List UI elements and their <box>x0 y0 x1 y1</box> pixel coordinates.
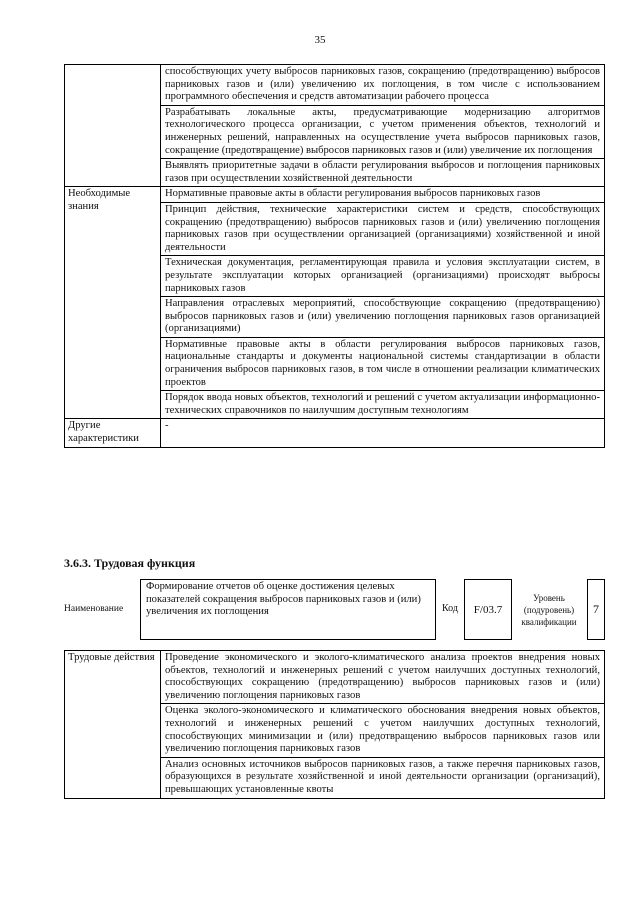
required-knowledge-label: Необходимые знания <box>65 187 161 419</box>
labor-actions-label: Трудовые действия <box>65 651 161 799</box>
row-text: Проведение экономического и эколого-климатического анализа проектов внедрения новых объектов, технологий и инженерных решений с учетом наилучших доступных технологий, способствующих сокращению (предотвращению) выбросов парниковых газов и (или) увеличению поглощения парниковых газов <box>161 651 605 704</box>
skills-knowledge-table <box>64 64 605 448</box>
row-text: Разрабатывать локальные акты, предусматривающие модернизацию алгоритмов технологического процесса организации, с учетом применения объектов, технологий и инженерных решений, направленных на осуществление учета выбросов парниковых газов, сокращение (предотвращение) выбросов парниковых газов и (или) увеличение их поглощения <box>161 105 605 158</box>
table-row <box>65 651 605 704</box>
code-value-box: F/03.7 <box>464 579 512 640</box>
page-number: 35 <box>314 34 326 46</box>
row-text: Нормативные правовые акты в области регулирования выбросов парниковых газов, национальные стандарты и документы национальной системы стандартизации в области ограничения выбросов парниковых газов, в том числе в отношении реализации климатических проектов <box>161 337 605 390</box>
table-row <box>65 187 605 203</box>
name-label: Наименование <box>64 604 124 614</box>
table-row <box>65 65 605 106</box>
row-text: Техническая документация, регламентирующая правила и условия эксплуатации систем, в результате эксплуатации которых организацией (организациями) происходят выбросы парниковых газов <box>161 256 605 297</box>
row-text: способствующих учету выбросов парниковых газов, сокращению (предотвращению) выбросов парниковых газов и (или) увеличению их поглощения, в том числе с использованием программного обеспечения и средств автоматизации рабочего процесса <box>161 65 605 106</box>
row-text: Нормативные правовые акты в области регулирования выбросов парниковых газов <box>161 187 605 203</box>
code-label: Код <box>442 603 458 614</box>
row-text: Принцип действия, технические характеристики систем и средств, способствующих сокращению (предотвращению) выбросов парниковых газов и (или) увеличению поглощения парниковых газов при осуществлении организацией (организациями) хозяйственной и иной деятельности <box>161 202 605 255</box>
row-text: Порядок ввода новых объектов, технологий и решений с учетом актуализации информационно-технических справочников по наилучшим доступным технологиям <box>161 391 605 419</box>
row-text: - <box>161 419 605 447</box>
row-label <box>65 65 161 187</box>
labor-actions-table <box>64 650 605 799</box>
row-text: Направления отраслевых мероприятий, способствующие сокращению (предотвращению) выбросов парниковых газов и (или) увеличению поглощения парниковых газов организацией (организациями) <box>161 297 605 338</box>
section-title: 3.6.3. Трудовая функция <box>64 556 196 570</box>
row-text: Анализ основных источников выбросов парниковых газов, а также перечня парниковых газов, образующихся в результате хозяйственной и иной деятельности организации (организаций), превышающих установленные квоты <box>161 757 605 798</box>
row-text: Выявлять приоритетные задачи в области регулирования выбросов и поглощения парниковых газов при осуществлении хозяйственной деятельности <box>161 159 605 187</box>
function-name-box: Формирование отчетов об оценке достижения целевых показателей сокращения выбросов парниковых газов и (или) увеличения их поглощения <box>140 579 436 640</box>
other-characteristics-label: Другие характеристики <box>65 419 161 447</box>
table-row <box>65 419 605 447</box>
row-text: Оценка эколого-экономического и климатического обоснования внедрения новых объектов, технологий и инженерных решений с учетом наилучших доступных технологий, способствующих минимизации и (или) предотвращению выбросов парниковых газов или увеличению поглощения парниковых газов <box>161 704 605 757</box>
level-value-box: 7 <box>587 579 605 640</box>
level-label: Уровень (подуровень) квалификации <box>521 593 577 627</box>
